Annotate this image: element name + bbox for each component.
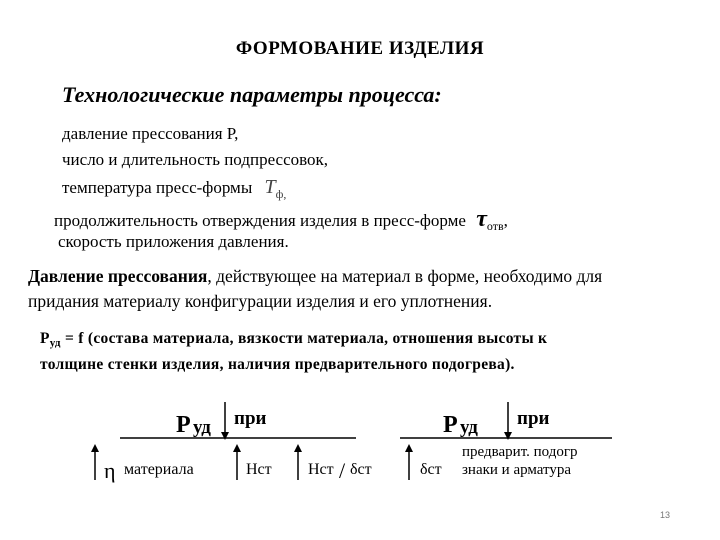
- left-h2: Нст: [308, 461, 334, 478]
- left-p-sub: уд: [193, 417, 211, 438]
- tau-tail: ,: [503, 211, 508, 230]
- left-slash: /: [339, 458, 346, 483]
- formula-p: Р: [40, 330, 50, 347]
- left-material: материала: [124, 461, 194, 478]
- right-line1: предварит. подогр: [462, 444, 578, 460]
- left-h1: Нст: [246, 461, 272, 478]
- paragraph-bold-term: Давление прессования: [28, 266, 208, 286]
- right-p: Р: [443, 412, 458, 438]
- right-p-sub: уд: [460, 417, 478, 438]
- right-delta: δст: [420, 461, 442, 478]
- left-pri: при: [234, 408, 267, 429]
- left-p: Р: [176, 412, 191, 438]
- page-number: 13: [660, 510, 671, 520]
- paragraph-line2: придания материалу конфигурации изделия и его уплотнения.: [28, 291, 493, 311]
- left-delta: δст: [350, 461, 372, 478]
- paragraph-line1: , действующее на материал в форме, необходимо для: [207, 266, 603, 286]
- temperature-subscript: ф,: [275, 187, 287, 201]
- slide-subtitle: Технологические параметры процесса:: [62, 82, 442, 107]
- param-curing-text: продолжительность отверждения изделия в пресс-форме: [54, 211, 466, 230]
- tau-subscript: отв: [486, 219, 504, 233]
- formula-sub: уд: [49, 337, 61, 349]
- param-temperature-text: температура пресс-формы: [62, 178, 253, 197]
- temperature-symbol: Т: [264, 176, 276, 198]
- formula-line2: толщине стенки изделия, наличия предварительного подогрева).: [40, 356, 515, 373]
- formula-line1: = f (состава материала, вязкости материала, отношения высоты к: [60, 330, 548, 347]
- left-eta: η: [104, 458, 116, 483]
- right-pri: при: [517, 408, 550, 429]
- slide-title: ФОРМОВАНИЕ ИЗДЕЛИЯ: [235, 38, 485, 59]
- tau-symbol: τ: [476, 206, 487, 232]
- param-pressure: давление прессования Р,: [62, 124, 239, 143]
- param-rate: скорость приложения давления.: [58, 232, 289, 251]
- param-subpressings: число и длительность подпрессовок,: [62, 150, 329, 169]
- right-line2: знаки и арматура: [462, 462, 572, 478]
